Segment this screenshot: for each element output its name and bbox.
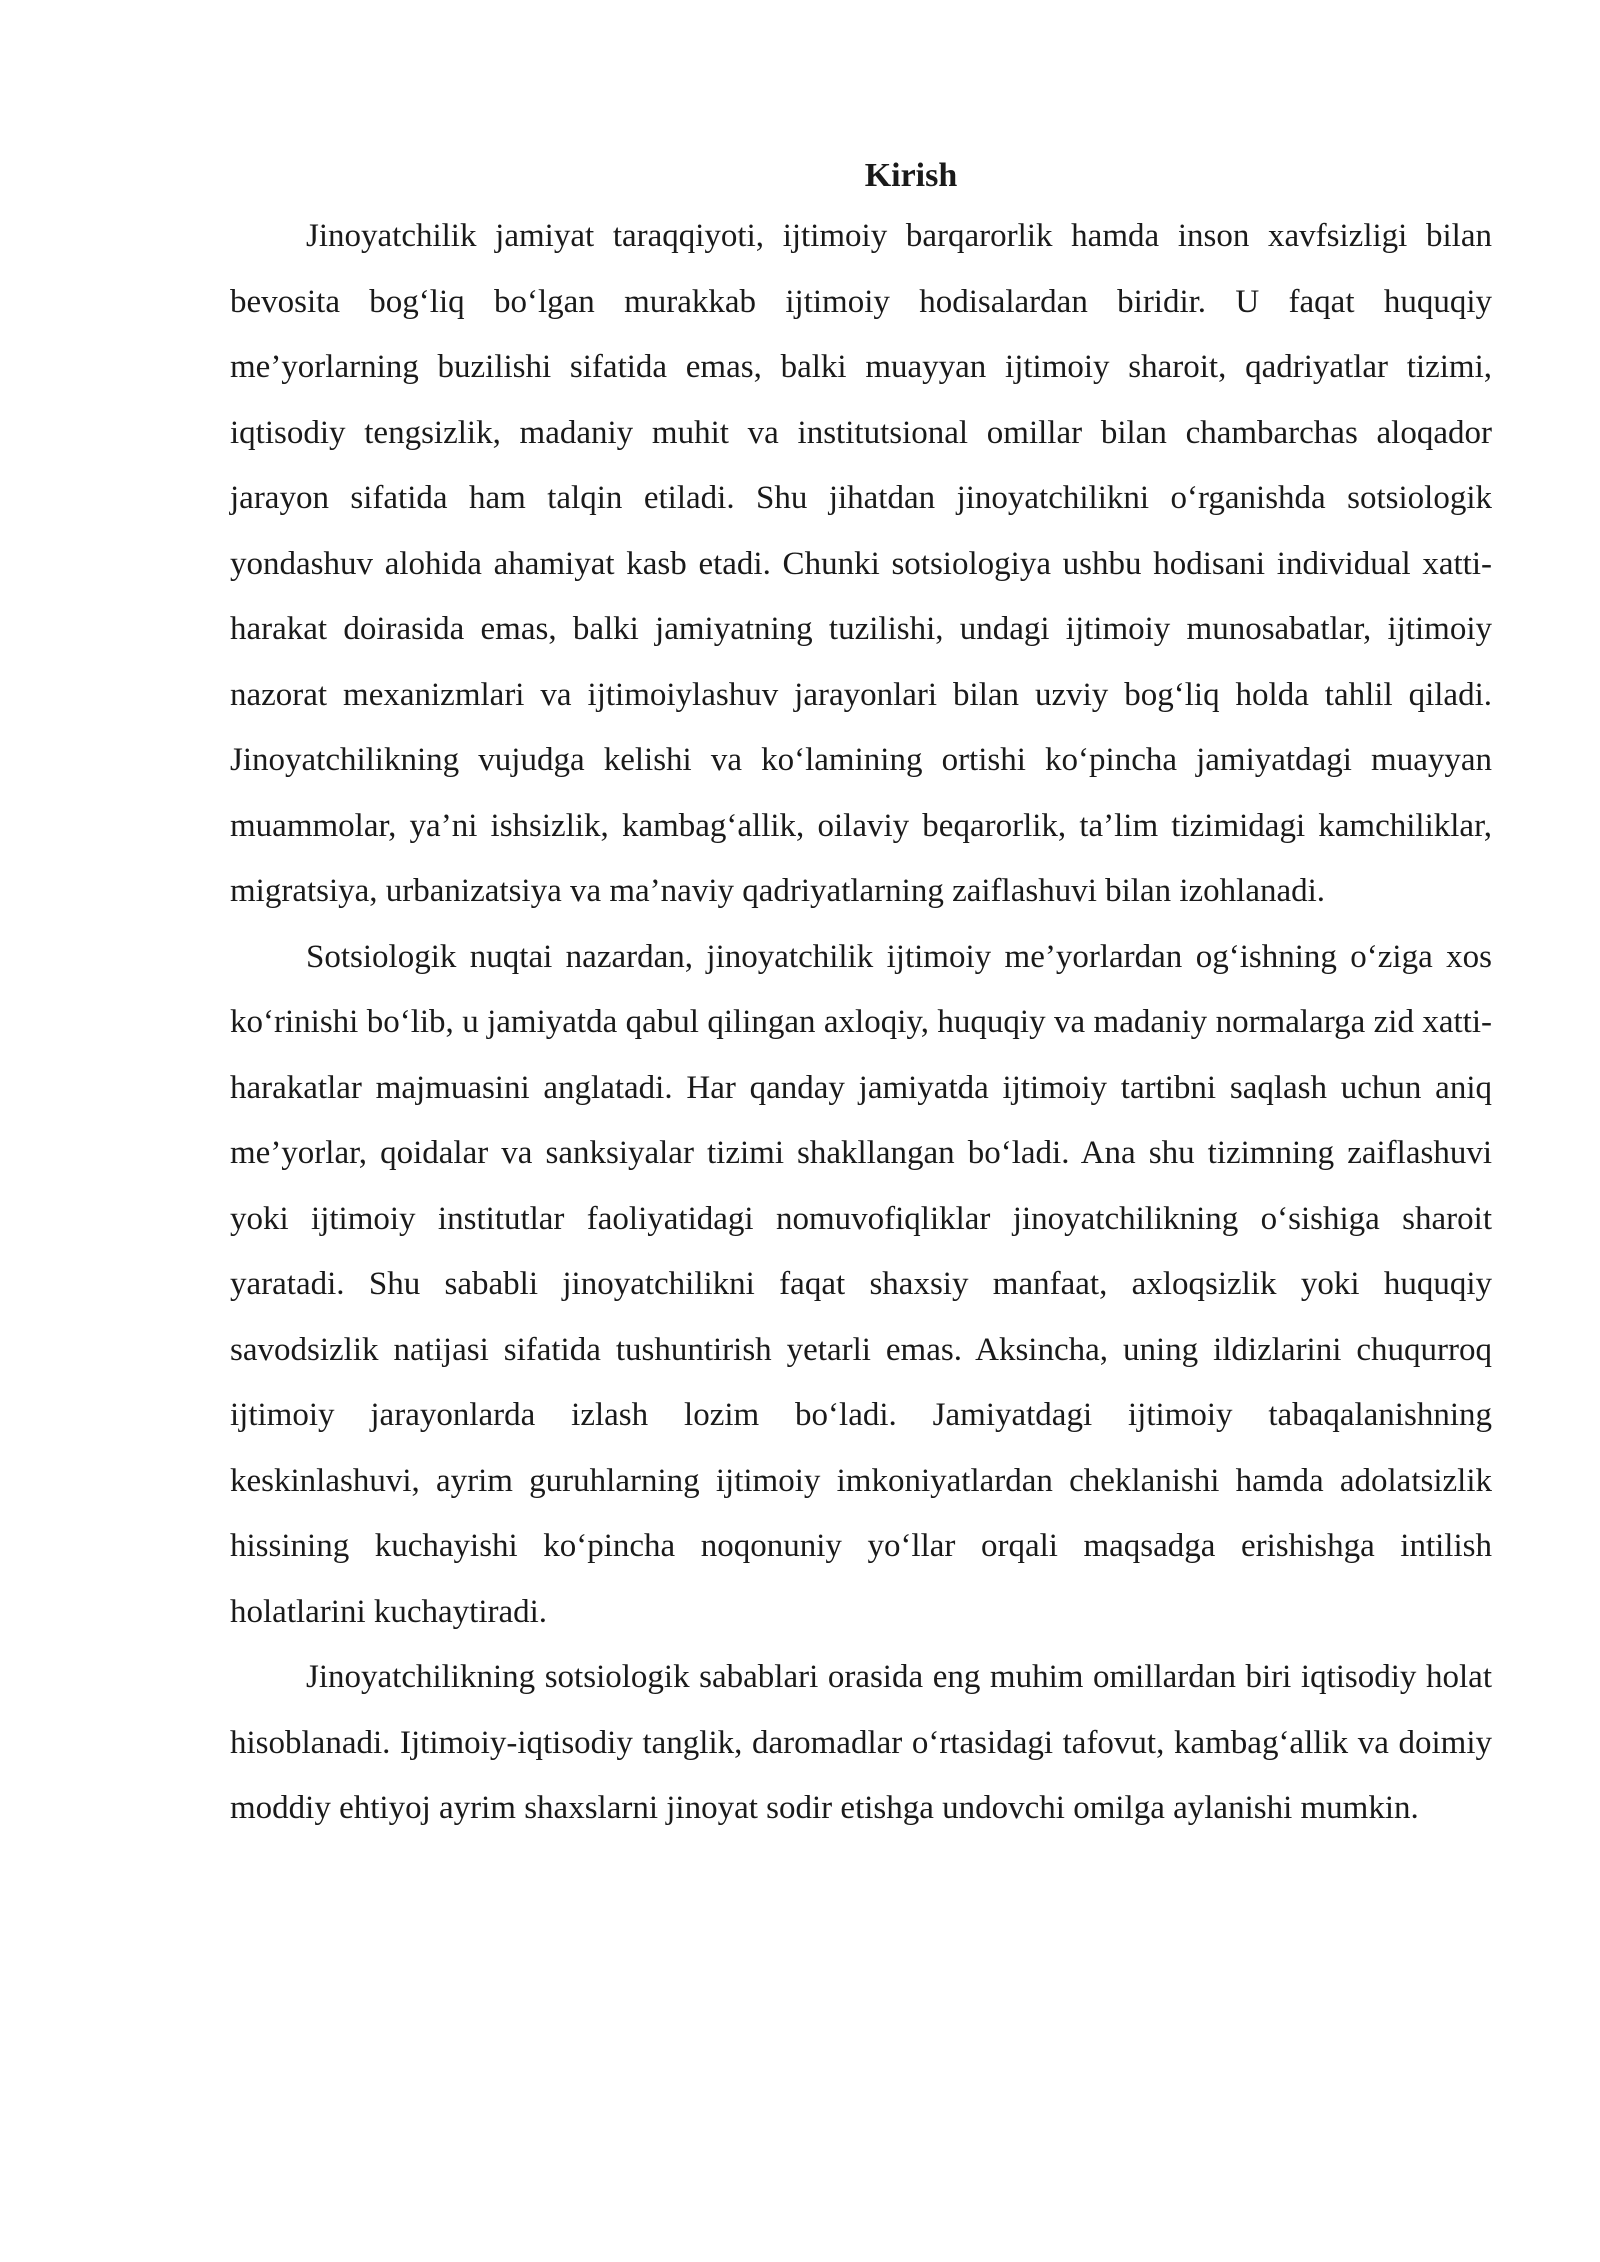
paragraph-3: Jinoyatchilikning sotsiologik sabablari orasida eng muhim omillardan biri iqtisodiy holat hisoblanadi. Ijtimoiy-iqtisodiy tanglik, daromadlar o‘rtasidagi tafovut, kambag‘allik va doimiy moddiy ehtiyoj ayrim shaxslarni jinoyat sodir etishga undovchi omilga aylanishi mumkin. <box>230 1659 1492 1826</box>
paragraph-1: Jinoyatchilik jamiyat taraqqiyoti, ijtimoiy barqarorlik hamda inson xavfsizligi bilan bevosita bog‘liq bo‘lgan murakkab ijtimoiy hodisalardan biridir. U faqat huquqiy me’yorlarning buzilishi sifatida emas, balki muayyan ijtimoiy sharoit, qadriyatlar tizimi, iqtisodiy tengsizlik, madaniy muhit va institutsional omillar bilan chambarchas aloqador jarayon sifatida ham talqin etiladi. Shu jihatdan jinoyatchilikni o‘rganishda sotsiologik yondashuv alohida ahamiyat kasb etadi. Chunki sotsiologiya ushbu hodisani individual xatti-harakat doirasida emas, balki jamiyatning tuzilishi, undagi ijtimoiy munosabatlar, ijtimoiy nazorat mexanizmlari va ijtimoiylashuv jarayonlari bilan uzviy bog‘liq holda tahlil qiladi. Jinoyatchilikning vujudga kelishi va ko‘lamining ortishi ko‘pincha jamiyatdagi muayyan muammolar, ya’ni ishsizlik, kambag‘allik, oilaviy beqarorlik, ta’lim tizimidagi kamchiliklar, migratsiya, urbanizatsiya va ma’naviy qadriyatlarning zaiflashuvi bilan izohlanadi. <box>230 218 1492 909</box>
paragraph-2: Sotsiologik nuqtai nazardan, jinoyatchilik ijtimoiy me’yorlardan og‘ishning o‘ziga xos ko‘rinishi bo‘lib, u jamiyatda qabul qilingan axloqiy, huquqiy va madaniy normalarga zid xatti-harakatlar majmuasini anglatadi. Har qanday jamiyatda ijtimoiy tartibni saqlash uchun aniq me’yorlar, qoidalar va sanksiyalar tizimi shakllangan bo‘ladi. Ana shu tizimning zaiflashuvi yoki ijtimoiy institutlar faoliyatidagi nomuvofiqliklar jinoyatchilikning o‘sishiga sharoit yaratadi. Shu sababli jinoyatchilikni faqat shaxsiy manfaat, axloqsizlik yoki huquqiy savodsizlik natijasi sifatida tushuntirish yetarli emas. Aksincha, uning ildizlarini chuqurroq ijtimoiy jarayonlarda izlash lozim bo‘ladi. Jamiyatdagi ijtimoiy tabaqalanishning keskinlashuvi, ayrim guruhlarning ijtimoiy imkoniyatlardan cheklanishi hamda adolatsizlik hissining kuchayishi ko‘pincha noqonuniy yo‘llar orqali maqsadga erishishga intilish holatlarini kuchaytiradi. <box>230 938 1492 1630</box>
page-title: Kirish <box>864 157 958 194</box>
document-body <box>230 148 1492 1842</box>
